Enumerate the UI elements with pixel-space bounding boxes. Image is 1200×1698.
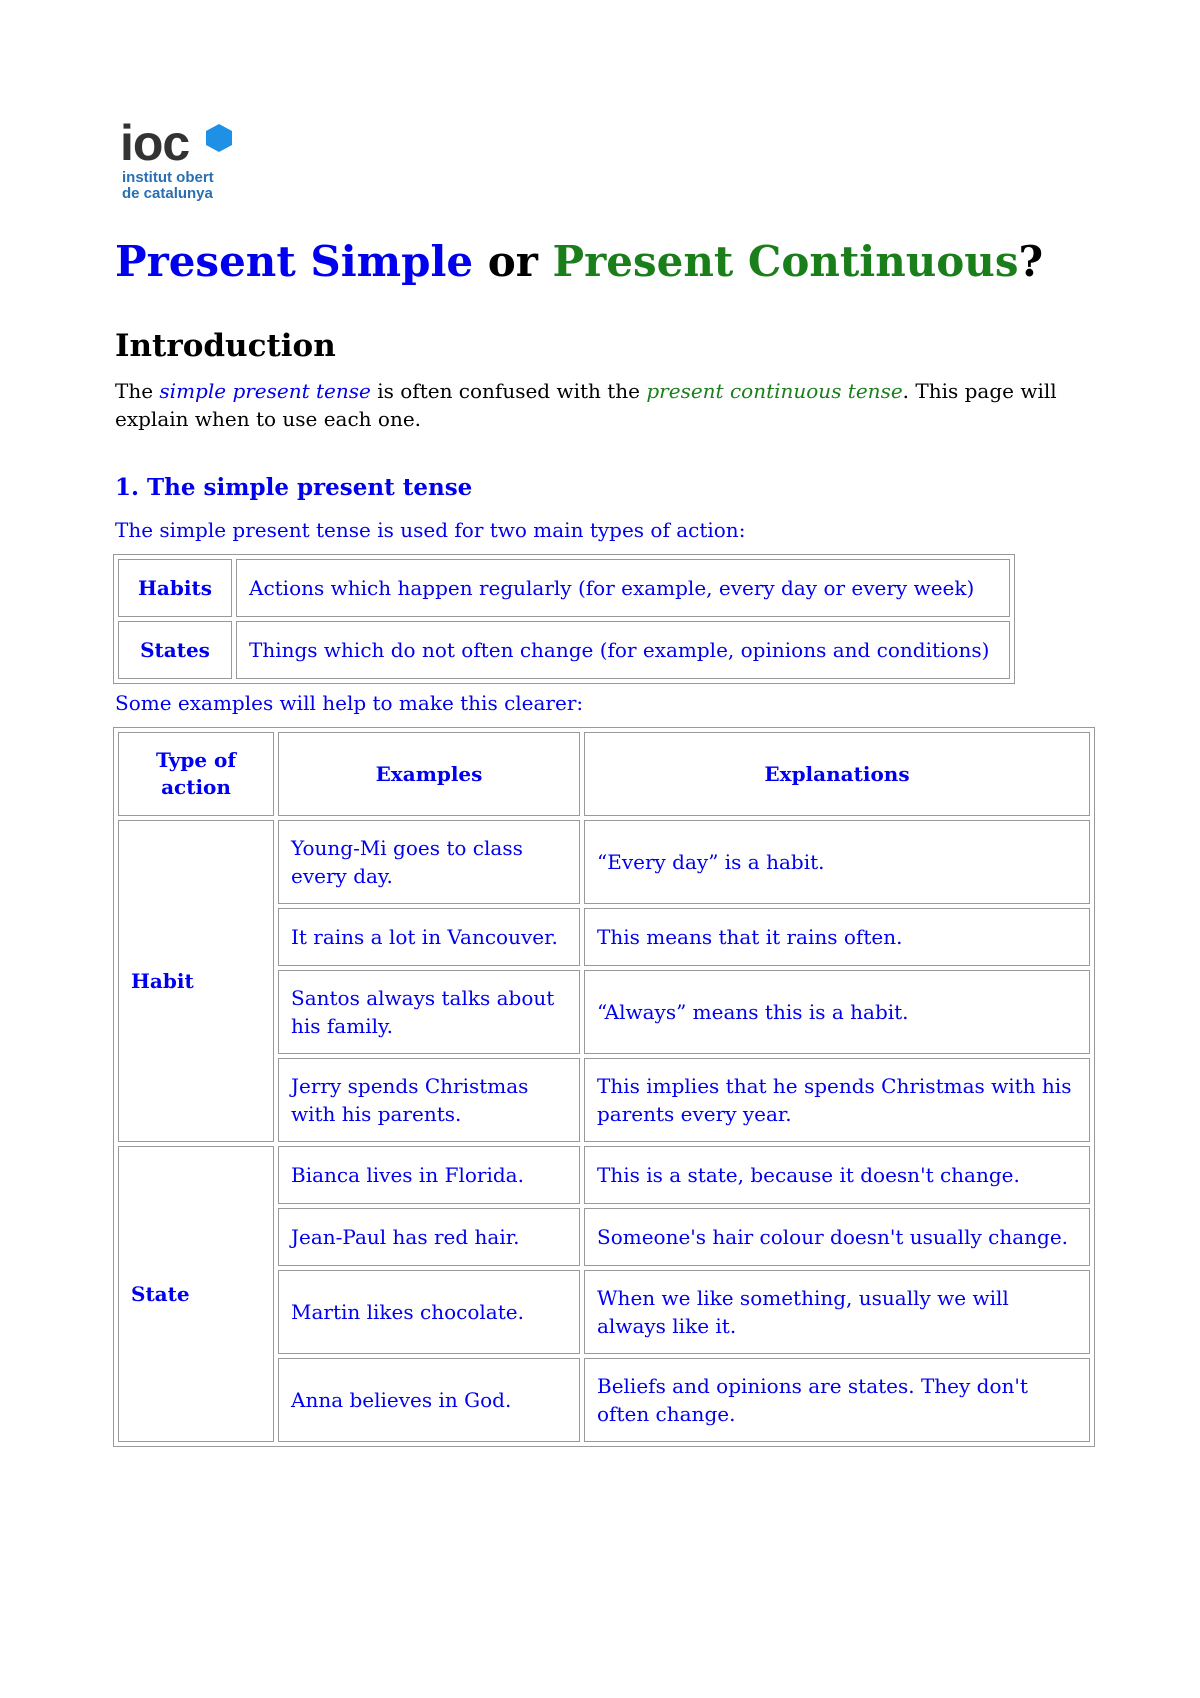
example-row — [118, 820, 1090, 904]
section1-heading: 1. The simple present tense — [115, 474, 473, 501]
action-types-table — [113, 554, 1015, 684]
action-type-cell: State — [118, 1146, 274, 1442]
introduction-paragraph — [115, 377, 1095, 433]
header-type-of-action: Type of action — [118, 732, 274, 816]
title-present-continuous: Present Continuous — [552, 237, 1019, 286]
explanation-cell: “Always” means this is a habit. — [584, 970, 1090, 1054]
page-title — [115, 234, 1043, 290]
section1-lead: The simple present tense is used for two main types of action: — [115, 518, 746, 542]
explanation-cell: When we like something, usually we will always like it. — [584, 1270, 1090, 1354]
intro-term-simple-present: simple present tense — [159, 379, 371, 403]
examples-table — [113, 727, 1095, 1447]
action-type-name: Habits — [118, 559, 232, 617]
explanation-cell: This implies that he spends Christmas with his parents every year. — [584, 1058, 1090, 1142]
explanation-cell: “Every day” is a habit. — [584, 820, 1090, 904]
explanation-cell: This means that it rains often. — [584, 908, 1090, 966]
explanation-cell: Beliefs and opinions are states. They don't often change. — [584, 1358, 1090, 1442]
title-present-simple: Present Simple — [115, 237, 474, 286]
action-type-name: States — [118, 621, 232, 679]
action-type-description: Actions which happen regularly (for example, every day or every week) — [236, 559, 1010, 617]
action-type-row — [118, 621, 1010, 679]
example-row — [118, 1146, 1090, 1204]
header-examples: Examples — [278, 732, 580, 816]
example-cell: Jean-Paul has red hair. — [278, 1208, 580, 1266]
section1-lead2: Some examples will help to make this clearer: — [115, 691, 584, 715]
hexagon-icon — [206, 124, 232, 152]
logo-subtitle — [122, 170, 214, 202]
example-cell: Santos always talks about his family. — [278, 970, 580, 1054]
example-cell: Martin likes chocolate. — [278, 1270, 580, 1354]
introduction-heading: Introduction — [115, 328, 336, 364]
action-type-description: Things which do not often change (for example, opinions and conditions) — [236, 621, 1010, 679]
explanation-cell: This is a state, because it doesn't change. — [584, 1146, 1090, 1204]
header-explanations: Explanations — [584, 732, 1090, 816]
example-cell: Jerry spends Christmas with his parents. — [278, 1058, 580, 1142]
ioc-logo — [120, 115, 250, 208]
intro-text-middle: is often confused with the — [370, 379, 647, 403]
examples-header-row — [118, 732, 1090, 816]
logo-subtitle-line1: institut obert — [122, 169, 214, 186]
example-cell: It rains a lot in Vancouver. — [278, 908, 580, 966]
intro-term-present-continuous: present continuous tense — [646, 379, 903, 403]
logo-wordmark: ioc — [120, 115, 190, 171]
title-or: or — [473, 237, 553, 286]
action-type-row — [118, 559, 1010, 617]
title-question-mark: ? — [1018, 237, 1044, 286]
example-cell: Young-Mi goes to class every day. — [278, 820, 580, 904]
explanation-cell: Someone's hair colour doesn't usually change. — [584, 1208, 1090, 1266]
example-cell: Anna believes in God. — [278, 1358, 580, 1442]
action-type-cell: Habit — [118, 820, 274, 1142]
intro-text-after: . This page will explain when to use each one. — [115, 379, 1057, 431]
intro-text-before: The — [115, 379, 160, 403]
example-cell: Bianca lives in Florida. — [278, 1146, 580, 1204]
logo-subtitle-line2: de catalunya — [122, 185, 213, 202]
